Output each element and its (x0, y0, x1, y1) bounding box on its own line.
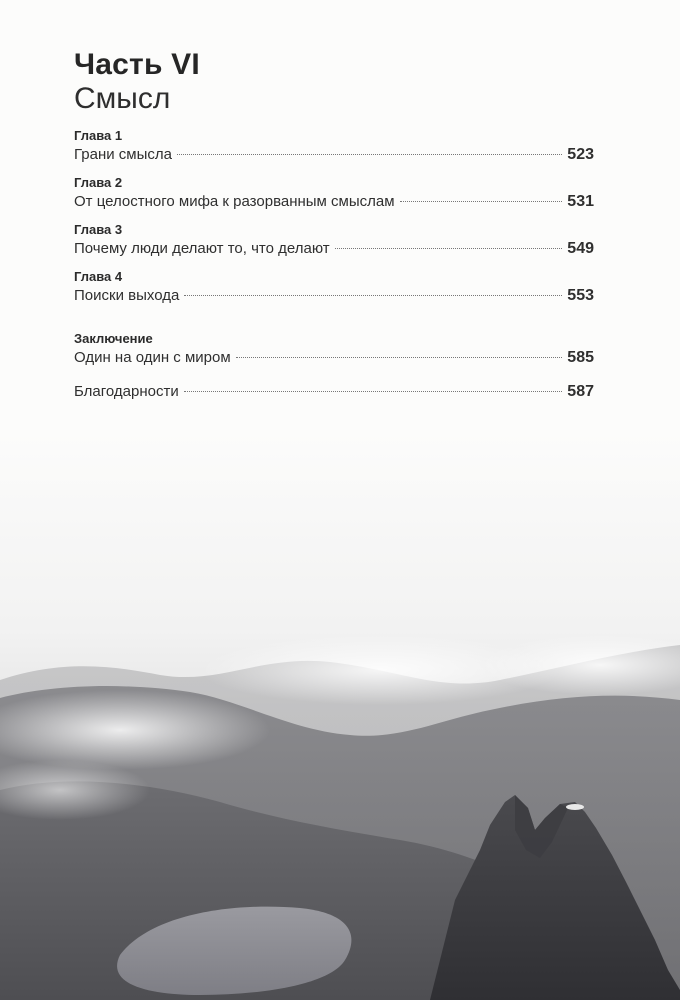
page-number: 553 (567, 287, 594, 304)
chapter-label: Глава 4 (74, 269, 123, 284)
dot-leader (184, 295, 562, 296)
dot-leader (400, 201, 563, 202)
chapter-title: Грани смысла (74, 146, 172, 163)
dot-leader (236, 357, 563, 358)
toc-entry-conclusion (74, 331, 594, 369)
toc-entry-acknowledgements (74, 381, 594, 403)
toc-row (74, 381, 594, 403)
toc-row (74, 144, 594, 166)
part-label: Часть VI (74, 48, 200, 81)
chapter-label: Глава 3 (74, 222, 123, 237)
chapter-label: Глава 2 (74, 175, 123, 190)
mountain-landscape-photo (0, 430, 680, 1000)
page-number: 531 (567, 193, 594, 210)
toc-row (74, 238, 594, 260)
toc-entry-chapter-4 (74, 269, 594, 307)
acknowledgements-title: Благодарности (74, 383, 179, 400)
page-number: 587 (567, 383, 594, 400)
chapter-title: От целостного мифа к разорванным смыслам (74, 193, 395, 210)
table-of-contents (74, 48, 594, 412)
part-title: Смысл (74, 82, 171, 115)
dot-leader (184, 391, 563, 392)
page-number: 585 (567, 349, 594, 366)
dot-leader (177, 154, 562, 155)
chapter-title: Почему люди делают то, что делают (74, 240, 330, 257)
chapter-title: Поиски выхода (74, 287, 180, 304)
toc-row (74, 191, 594, 213)
page-number: 549 (567, 240, 594, 257)
conclusion-title: Один на один с миром (74, 349, 231, 366)
page-number: 523 (567, 146, 594, 163)
toc-row (74, 285, 594, 307)
toc-entry-chapter-3 (74, 222, 594, 260)
toc-row (74, 347, 594, 369)
conclusion-label: Заключение (74, 331, 153, 346)
toc-entry-chapter-2 (74, 175, 594, 213)
chapter-label: Глава 1 (74, 128, 123, 143)
dot-leader (335, 248, 563, 249)
toc-entry-chapter-1 (74, 128, 594, 166)
